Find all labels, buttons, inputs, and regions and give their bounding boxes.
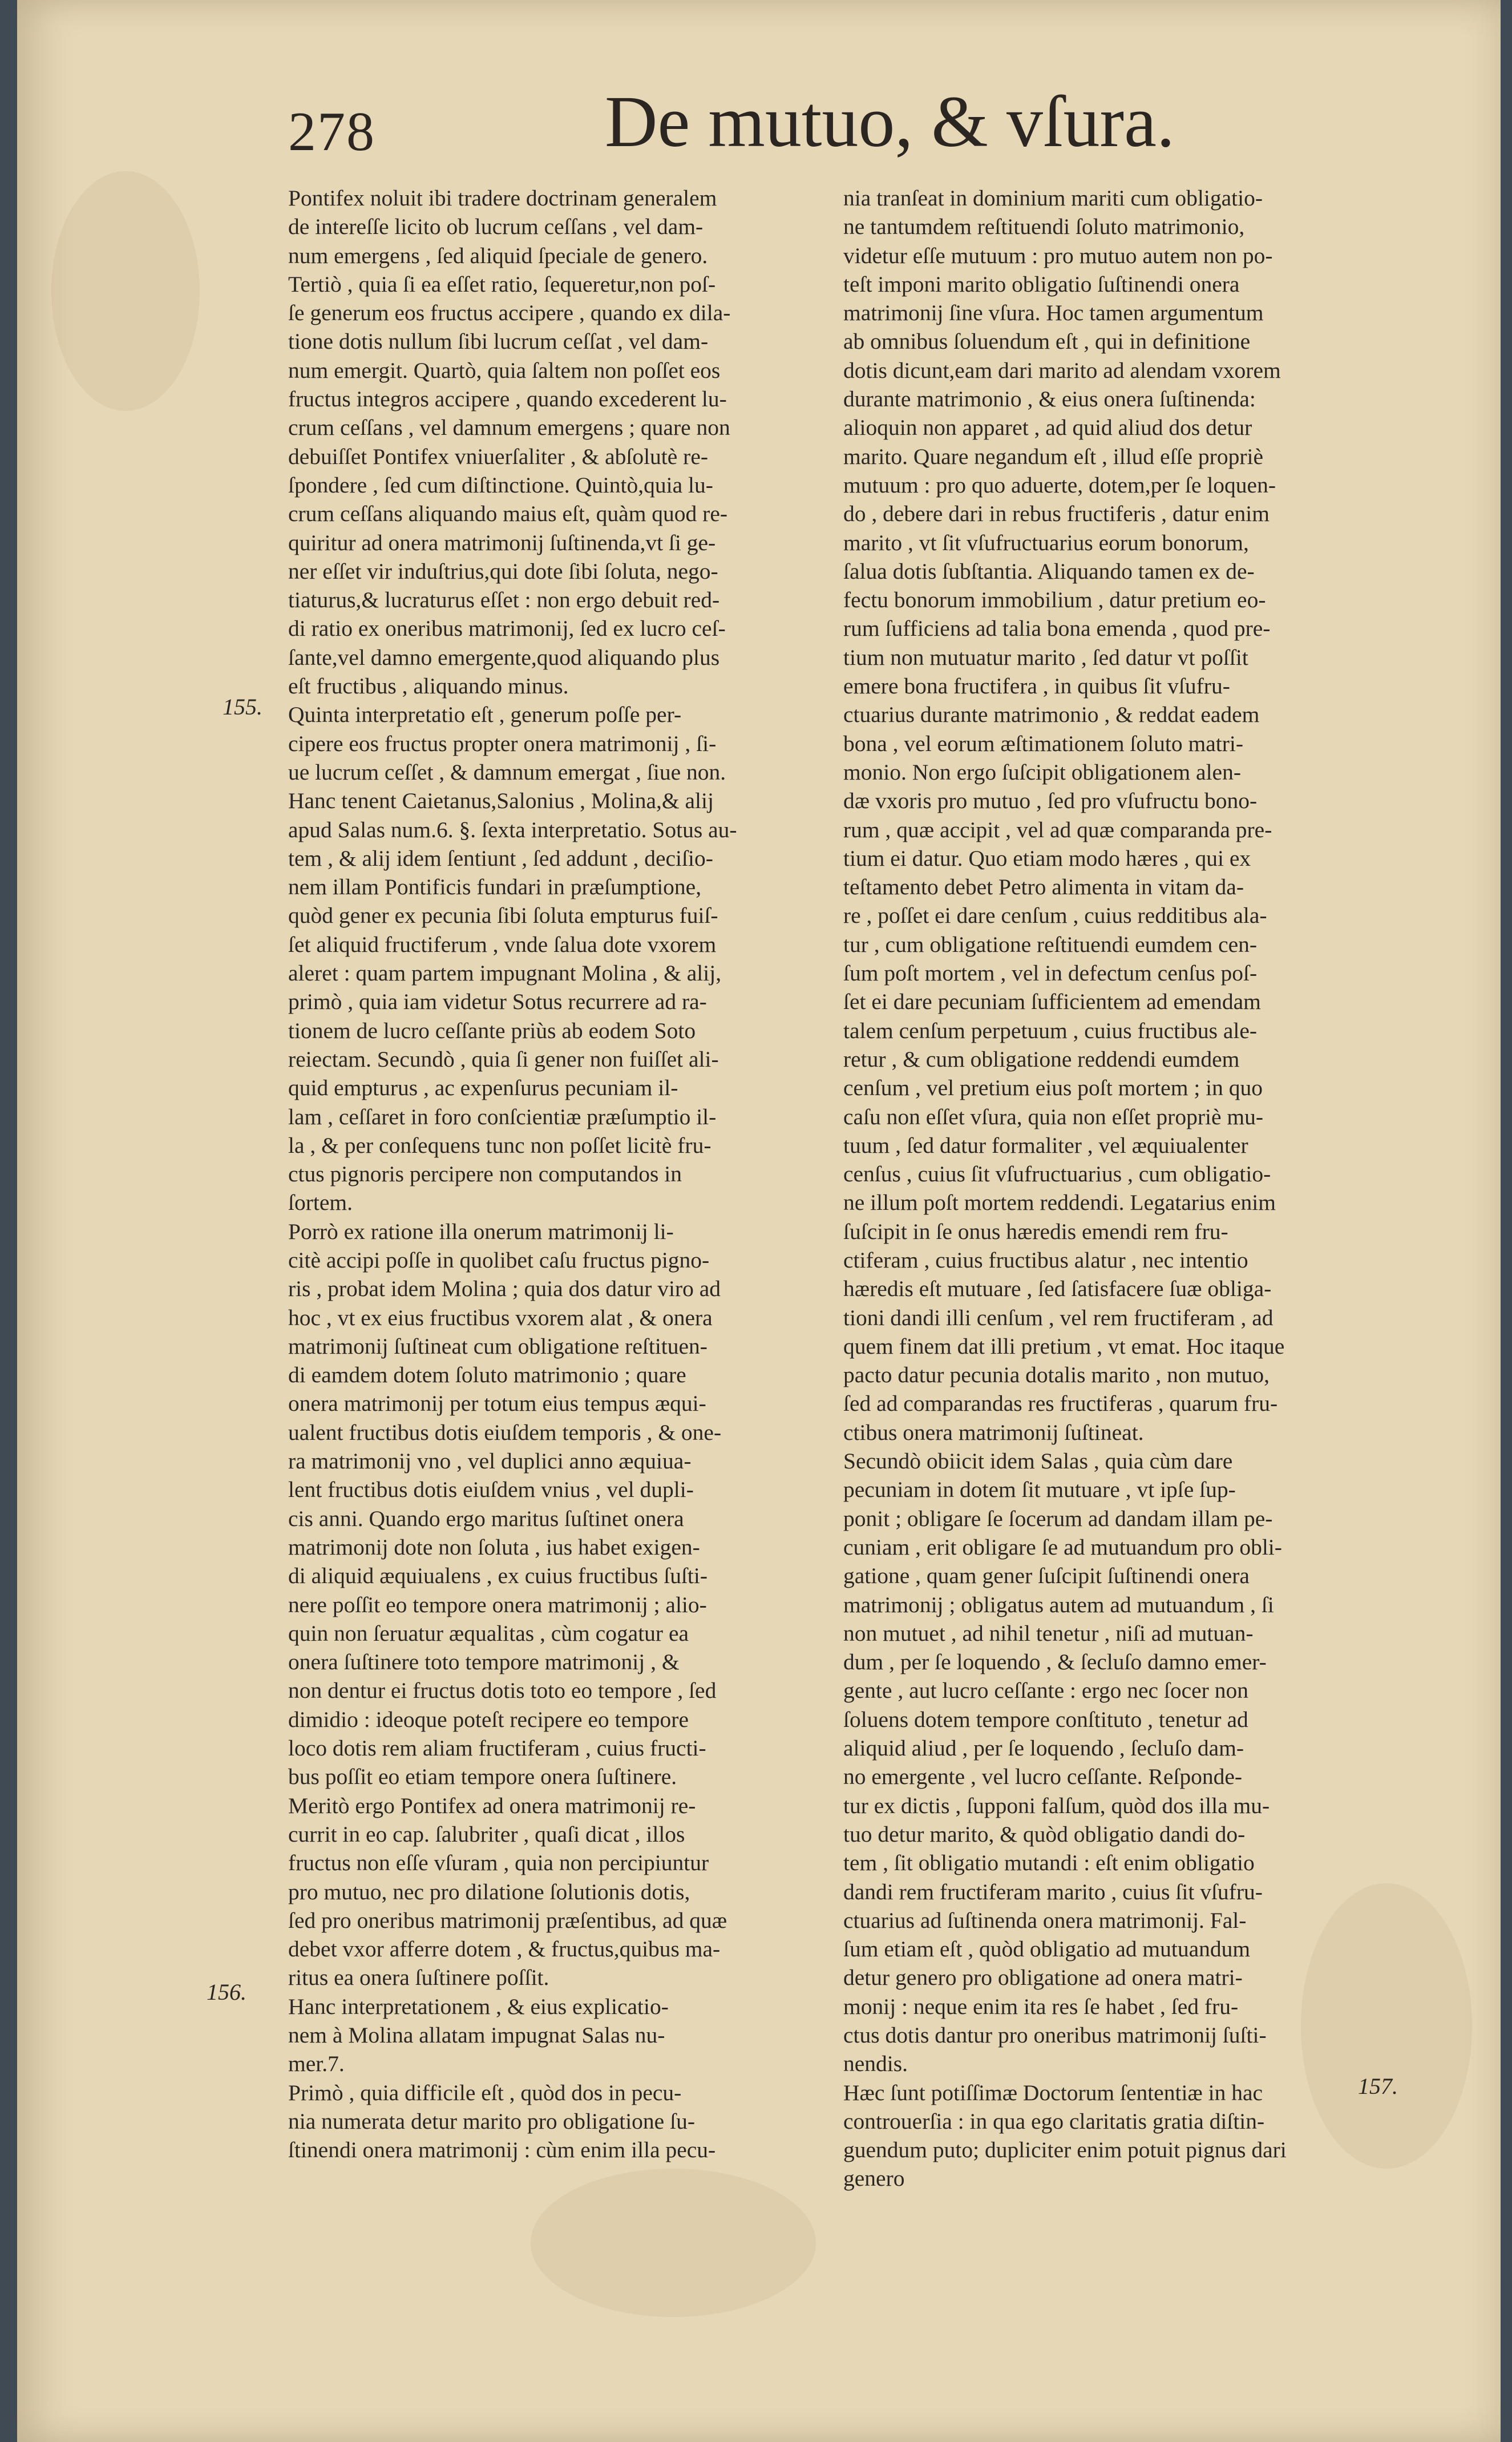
text-line: lent fructibus dotis eiuſdem vnius , vel dupli- (288, 1477, 694, 1503)
text-line: ſe generum eos fructus accipere , quando ex dila- (288, 300, 731, 326)
text-line: tur , cum obligatione reſtituendi eumdem cen- (843, 931, 1258, 957)
text-line: ctuarius durante matrimonio , & reddat eadem (843, 702, 1260, 728)
text-line: ſante,vel damno emergente,quod aliquando plus (288, 644, 720, 670)
text-line: dotis dicunt,eam dari marito ad alendam vxorem (843, 357, 1281, 383)
text-line: quin non ſeruatur æqualitas , cùm cogatur ea (288, 1620, 689, 1646)
text-line: num emergens , ſed aliquid ſpeciale de genero. (288, 243, 708, 268)
text-line: citè accipi poſſe in quolibet caſu fructus pigno- (288, 1247, 710, 1273)
text-line: Hanc tenent Caietanus,Salonius , Molina,& alij (288, 788, 714, 814)
text-line: apud Salas num.6. §. ſexta interpretatio. Sotus au- (288, 817, 737, 842)
text-line: matrimonij ſuſtineat cum obligatione reſtituen- (288, 1333, 708, 1359)
running-title: De mutuo, & vſura. (605, 81, 1175, 162)
text-line: aliquid aliud , per ſe loquendo , ſecluſo dam- (843, 1735, 1244, 1761)
text-line: Tertiò , quia ſi ea eſſet ratio, ſequeretur,non poſ- (288, 271, 716, 297)
text-line: cenſus , cuius ſit vſufructuarius , cum obligatio- (843, 1161, 1271, 1187)
text-line: dum , per ſe loquendo , & ſecluſo damno emer- (843, 1649, 1267, 1675)
text-line: eſt fructibus , aliquando minus. (288, 673, 569, 699)
text-line: pro mutuo, nec pro dilatione ſolutionis dotis, (288, 1879, 690, 1904)
text-line: de intereſſe licito ob lucrum ceſſans , vel dam- (288, 214, 704, 240)
text-line: ſtinendi onera matrimonij : cùm enim illa pecu- (288, 2137, 716, 2163)
text-line: aleret : quam partem impugnant Molina , & alij, (288, 960, 722, 986)
margin-number-157: 157. (1358, 2073, 1398, 2099)
text-line: dandi rem fructiferam marito , cuius ſit vſufru- (843, 1879, 1263, 1904)
text-line: non mutuet , ad nihil tenetur , niſi ad mutuan- (843, 1620, 1254, 1646)
text-line: teſtamento debet Petro alimenta in vitam da- (843, 874, 1244, 900)
text-line: Pontifex noluit ibi tradere doctrinam generalem (288, 185, 717, 211)
text-line: nendis. (843, 2051, 908, 2077)
text-line: num emergit. Quartò, quia ſaltem non poſſet eos (288, 357, 721, 383)
text-line: marito , vt ſit vſufructuarius eorum bonorum, (843, 530, 1249, 555)
text-line: quiritur ad onera matrimonij ſuſtinenda,vt ſi ge- (288, 530, 716, 555)
right-text-column (843, 184, 1351, 2193)
text-line: Primò , quia difficile eſt , quòd dos in pecu- (288, 2080, 682, 2105)
text-line: matrimonij ſine vſura. Hoc tamen argumentum (843, 300, 1264, 326)
text-line: nem illam Pontificis fundari in præſumptione, (288, 874, 702, 900)
text-line: crum ceſſans aliquando maius eſt, quàm quod re- (288, 501, 728, 527)
margin-number-156: 156. (207, 1979, 246, 2005)
text-line: tem , ſit obligatio mutandi : eſt enim obligatio (843, 1850, 1255, 1876)
text-line: lam , ceſſaret in foro conſcientiæ præſumptio il- (288, 1104, 717, 1129)
text-line: monio. Non ergo ſuſcipit obligationem alen- (843, 759, 1241, 785)
text-line: genero (843, 2166, 905, 2191)
text-line: mutuum : pro quo aduerte, dotem,per ſe loquen- (843, 472, 1276, 498)
text-line: nia numerata detur marito pro obligatione ſu- (288, 2108, 695, 2134)
text-line: ris , probat idem Molina ; quia dos datur viro ad (288, 1276, 721, 1302)
text-line: di ratio ex oneribus matrimonij, ſed ex lucro ceſ- (288, 616, 726, 641)
text-line: hæredis eſt mutuare , ſed ſatisfacere ſuæ obliga- (843, 1276, 1272, 1302)
text-line: la , & per conſequens tunc non poſſet licitè fru- (288, 1132, 711, 1158)
text-line: marito. Quare negandum eſt , illud eſſe propriè (843, 443, 1263, 469)
text-line: ctibus onera matrimonij ſuſtineat. (843, 1419, 1144, 1445)
text-line: alioquin non apparet , ad quid aliud dos detur (843, 415, 1252, 441)
text-line: ner eſſet vir induſtrius,qui dote ſibi ſoluta, nego- (288, 558, 718, 584)
text-line: tuo detur marito, & quòd obligatio dandi do- (843, 1821, 1246, 1847)
text-line: no emergente , vel lucro ceſſante. Reſponde- (843, 1764, 1243, 1790)
text-line: mer.7. (288, 2051, 345, 2077)
paper-stain (51, 171, 200, 411)
text-line: matrimonij dote non ſoluta , ius habet exigen- (288, 1534, 700, 1560)
text-line: ſalua dotis ſubſtantia. Aliquando tamen ex de- (843, 558, 1255, 584)
page-number: 278 (288, 101, 375, 163)
text-line: caſu non eſſet vſura, quia non eſſet propriè mu- (843, 1104, 1263, 1129)
left-text-column (288, 184, 796, 2164)
text-line: monij : neque enim ita res ſe habet , ſed fru- (843, 1993, 1239, 2019)
text-line: debet vxor afferre dotem , & fructus,quibus ma- (288, 1936, 721, 1962)
text-line: nia tranſeat in dominium mariti cum obligatio- (843, 185, 1263, 211)
text-line: ſoluens dotem tempore conſtituto , tenetur ad (843, 1706, 1248, 1732)
text-line: non dentur ei fructus dotis toto eo tempore , ſed (288, 1678, 717, 1704)
text-line: ritus ea onera ſuſtinere poſſit. (288, 1965, 549, 1991)
text-line: loco dotis rem aliam fructiferam , cuius fructi- (288, 1735, 706, 1761)
text-line: ue lucrum ceſſet , & damnum emergat , ſiue non. (288, 759, 726, 785)
text-line: dæ vxoris pro mutuo , ſed pro vſufructu bono- (843, 788, 1258, 814)
text-line: ne illum poſt mortem reddendi. Legatarius enim (843, 1190, 1276, 1216)
text-line: dimidio : ideoque poteſt recipere eo tempore (288, 1706, 689, 1732)
text-line: debuiſſet Pontifex vniuerſaliter , & abſolutè re- (288, 443, 709, 469)
text-line: cenſum , vel pretium eius poſt mortem ; in quo (843, 1075, 1263, 1101)
text-line: onera ſuſtinere toto tempore matrimonij , & (288, 1649, 680, 1675)
text-line: cis anni. Quando ergo maritus ſuſtinet onera (288, 1505, 684, 1531)
text-line: bus poſſit eo etiam tempore onera ſuſtinere. (288, 1764, 677, 1790)
text-line: ctiferam , cuius fructibus alatur , nec intentio (843, 1247, 1248, 1273)
text-line: pecuniam in dotem ſit mutuare , vt ipſe ſup- (843, 1477, 1236, 1503)
text-line: Hanc interpretationem , & eius explicatio- (288, 1993, 669, 2019)
text-line: re , poſſet ei dare cenſum , cuius redditibus ala- (843, 903, 1267, 929)
text-line: rum ſufficiens ad talia bona emenda , quod pre- (843, 616, 1271, 641)
text-line: ctuarius ad ſuſtinenda onera matrimonij. Fal- (843, 1907, 1247, 1933)
text-line: ſum poſt mortem , vel in defectum cenſus poſ- (843, 960, 1258, 986)
text-line: fectu bonorum immobilium , datur pretium eo- (843, 587, 1266, 613)
text-line: ſet ei dare pecuniam ſufficientem ad emendam (843, 989, 1261, 1015)
text-line: di aliquid æquiualens , ex cuius fructibus ſuſti- (288, 1563, 708, 1589)
text-line: videtur eſſe mutuum : pro mutuo autem non po- (843, 243, 1273, 268)
text-line: quid empturus , ac expenſurus pecuniam il- (288, 1075, 678, 1101)
text-line: ponit ; obligare ſe ſocerum ad dandam illam pe- (843, 1505, 1273, 1531)
text-line: tium non mutuatur marito , ſed datur vt poſſit (843, 644, 1248, 670)
text-line: bona , vel eorum æſtimationem ſoluto matri- (843, 730, 1243, 756)
text-line: tiaturus,& lucraturus eſſet : non ergo debuit red- (288, 587, 720, 613)
text-line: do , debere dari in rebus fructiferis , datur enim (843, 501, 1270, 527)
text-line: Hæc ſunt potiſſimæ Doctorum ſententiæ in hac (843, 2080, 1263, 2105)
text-line: emere bona fructifera , in quibus ſit vſufru- (843, 673, 1230, 699)
text-line: crum ceſſans , vel damnum emergens ; quare non (288, 415, 730, 441)
text-line: retur , & cum obligatione reddendi eumdem (843, 1046, 1240, 1072)
text-line: currit in eo cap. ſalubriter , quaſi dicat , illos (288, 1821, 685, 1847)
text-line: tioni dandi illi cenſum , vel rem fructiferam , ad (843, 1305, 1274, 1330)
text-line: guendum puto; dupliciter enim potuit pignus dari (843, 2137, 1287, 2163)
text-line: tem , & alij idem ſentiunt , ſed addunt , deciſio- (288, 845, 713, 871)
text-line: ne tantumdem reſtituendi ſoluto matrimonio, (843, 214, 1245, 240)
text-line: Secundò obiicit idem Salas , quia cùm dare (843, 1448, 1233, 1474)
text-line: talem cenſum perpetuum , cuius fructibus ale- (843, 1018, 1258, 1043)
text-line: gatione , quam gener ſuſcipit ſuſtinendi onera (843, 1563, 1250, 1589)
text-line: ſpondere , ſed cum diſtinctione. Quintò,quia lu- (288, 472, 713, 498)
text-line: pacto datur pecunia dotalis marito , non mutuo, (843, 1362, 1270, 1388)
text-line: tium ei datur. Quo etiam modo hæres , qui ex (843, 845, 1251, 871)
text-line: di eamdem dotem ſoluto matrimonio ; quare (288, 1362, 686, 1388)
text-line: tione dotis nullum ſibi lucrum ceſſat , vel dam- (288, 329, 709, 354)
text-line: tur ex dictis , ſupponi falſum, quòd dos illa mu- (843, 1793, 1270, 1818)
text-line: quem finem dat illi pretium , vt emat. Hoc itaque (843, 1333, 1285, 1359)
text-line: rum , quæ accipit , vel ad quæ comparanda pre- (843, 817, 1272, 842)
text-line: Quinta interpretatio eſt , generum poſſe per- (288, 702, 682, 728)
text-line: gente , aut lucro ceſſante : ergo nec ſocer non (843, 1678, 1248, 1704)
text-line: ſed ad comparandas res fructiferas , quarum fru- (843, 1391, 1278, 1416)
text-line: ab omnibus ſoluendum eſt , qui in definitione (843, 329, 1251, 354)
text-line: ctus pignoris percipere non computandos in (288, 1161, 682, 1187)
text-line: ſet aliquid fructiferum , vnde ſalua dote vxorem (288, 931, 717, 957)
text-line: ſum etiam eſt , quòd obligatio ad mutuandum (843, 1936, 1251, 1962)
text-line: Meritò ergo Pontifex ad onera matrimonij re- (288, 1793, 696, 1818)
text-line: detur genero pro obligatione ad onera matri- (843, 1965, 1243, 1991)
text-line: Porrò ex ratione illa onerum matrimonij li- (288, 1218, 674, 1244)
text-line: primò , quia iam videtur Sotus recurrere ad ra- (288, 989, 707, 1015)
text-line: ſuſcipit in ſe onus hæredis emendi rem fru- (843, 1218, 1228, 1244)
text-line: controuerſia : in qua ego claritatis gratia diſtin- (843, 2108, 1265, 2134)
text-line: tionem de lucro ceſſante priùs ab eodem Soto (288, 1018, 696, 1043)
text-line: quòd gener ex pecunia ſibi ſoluta empturus fuiſ- (288, 903, 718, 929)
text-line: nere poſſit eo tempore onera matrimonij ; alio- (288, 1592, 707, 1617)
text-line: durante matrimonio , & eius onera ſuſtinenda: (843, 386, 1256, 412)
text-line: ſed pro oneribus matrimonij præſentibus, ad quæ (288, 1907, 727, 1933)
text-line: hoc , vt ex eius fructibus vxorem alat , & onera (288, 1305, 713, 1330)
margin-number-155: 155. (223, 694, 262, 720)
text-line: nem à Molina allatam impugnat Salas nu- (288, 2023, 665, 2048)
text-line: reiectam. Secundò , quia ſi gener non fuiſſet ali- (288, 1046, 719, 1072)
text-line: cuniam , erit obligare ſe ad mutuandum pro obli- (843, 1534, 1282, 1560)
paper-stain (531, 2169, 816, 2317)
text-line: ſortem. (288, 1190, 353, 1216)
text-line: cipere eos fructus propter onera matrimonij , ſi- (288, 730, 717, 756)
text-line: teſt imponi marito obligatio ſuſtinendi onera (843, 271, 1240, 297)
text-line: ra matrimonij vno , vel duplici anno æquiua- (288, 1448, 692, 1474)
text-line: fructus non eſſe vſuram , quia non percipiuntur (288, 1850, 709, 1876)
text-line: onera matrimonij per totum eius tempus æqui- (288, 1391, 706, 1416)
text-line: ualent fructibus dotis eiuſdem temporis , & one- (288, 1419, 722, 1445)
text-line: ctus dotis dantur pro oneribus matrimonij ſuſti- (843, 2023, 1267, 2048)
text-line: fructus integros accipere , quando excederent lu- (288, 386, 727, 412)
text-line: tuum , ſed datur formaliter , vel æquiualenter (843, 1132, 1248, 1158)
text-line: matrimonij ; obligatus autem ad mutuandum , ſi (843, 1592, 1274, 1617)
